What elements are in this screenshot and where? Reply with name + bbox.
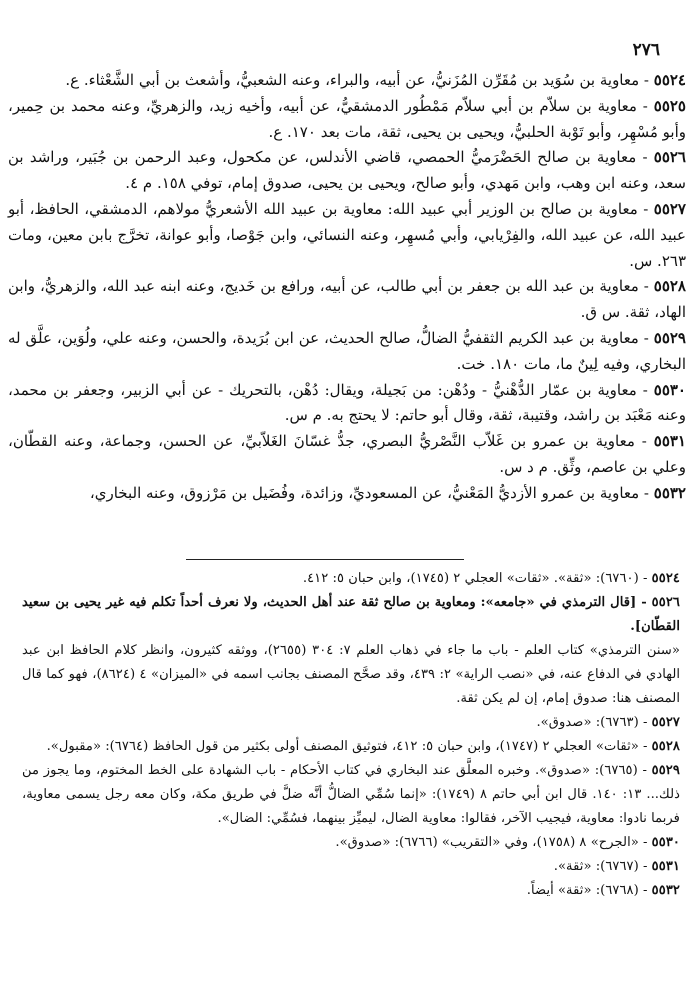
- footnote-text: - (٦٧٦٠): «ثقة». «ثقات» العجلي ٢ (١٧٤٥)، وابن حبان ٥: ٤١٢.: [302, 571, 652, 586]
- footnote-5528: [22, 735, 680, 759]
- footnote-number: ٥٥٢٦: [651, 595, 680, 610]
- entry-number: ٥٥٢٥: [653, 96, 686, 115]
- entry-number: ٥٥٢٧: [653, 199, 686, 218]
- footnote-number: ٥٥٢٩: [651, 763, 680, 778]
- entry-5524: [8, 68, 686, 94]
- footnote-number: ٥٥٢٤: [651, 571, 680, 586]
- entry-text: - معاوية بن صالح الحَضْرَميُّ الحمصي، قاضي الأندلس، عن مكحول، وعبد الرحمن بن جُبَير، وراشد بن سعد، وعنه ابن وهب، وابن مَهدي، وأبو صالح، ويحيى بن يحيى، صدوق إمام، توفي ١٥٨. م ٤.: [8, 148, 686, 193]
- footnote-text: - (٦٧٦٣): «صدوق».: [536, 715, 652, 730]
- footnote-text: - (٦٧٦٨): «ثقة» أيضاً.: [526, 883, 652, 898]
- entry-5531: [8, 429, 686, 481]
- entry-5530: [8, 378, 686, 430]
- page-number: ٢٧٦: [632, 40, 660, 60]
- footnote-number: ٥٥٣١: [651, 859, 680, 874]
- footnote-text: - (٦٧٦٧): «ثقة».: [553, 859, 652, 874]
- entry-5527: [8, 197, 686, 274]
- entry-number: ٥٥٣٢: [653, 483, 686, 502]
- footnote-text: - (٦٧٦٥): «صدوق». وخبره المعلَّق عند البخاري في كتاب الأحكام - باب الشهادة على الخط المختوم، وما يجوز من ذلك... ١٣: ١٤٠. قال ابن أبي حاتم ٨ (١٧٤٩): «إنما سُمِّي الضالُّ أنَّه ضلَّ في طريق مكة، وكان معه رجل يسمى معاوية، فربما نادوا: معاوية، فيجيب الآخر، فقالوا: معاوية الضال، ليميِّز بينهما، فسُمِّي: الضال».: [22, 763, 681, 826]
- entry-number: ٥٥٣٠: [653, 380, 686, 399]
- entry-5525: [8, 94, 686, 146]
- footnotes: [22, 567, 680, 903]
- footnote-5524: [22, 567, 680, 591]
- entry-text: - معاوية بن سُوَيد بن مُقَرِّن المُزَنيُّ، عن أبيه، والبراء، وعنه الشعبيُّ، وأشعث بن أبي الشَّعْثاء. ع.: [65, 71, 654, 89]
- entry-number: ٥٥٢٨: [653, 277, 686, 296]
- entry-5529: [8, 326, 686, 378]
- entry-text: - معاوية بن صالح بن الوزير أبي عبيد الله: معاوية بن عبيد الله الأشعريُّ مولاهم، الدمشقي، الحافظ، أبو عبيد الله، عن عبيد الله، والفِرْيابي، وأبي مُسهِر، وعنه النسائي، وابن جَوْصا، وأبو عوانة، تخرَّج بابن معين، ومات ٢٦٣. س.: [8, 199, 686, 270]
- entry-number: ٥٥٣١: [653, 432, 686, 451]
- footnote-number: ٥٥٣٢: [651, 883, 680, 898]
- footnote-5532: [22, 879, 680, 903]
- main-text: [8, 68, 686, 507]
- entry-text: - معاوية بن عمرو الأزديُّ المَعْنيُّ، عن المسعوديِّ، وزائدة، وفُضَيل بن مَرْزوق، وعنه البخاري،: [89, 483, 654, 502]
- footnote-5526: [22, 591, 680, 639]
- entry-5526: [8, 145, 686, 197]
- footnote-5529: [22, 759, 680, 831]
- entry-number: ٥٥٢٤: [653, 71, 686, 89]
- entry-text: - معاوية بن عمرو بن غَلاّب النَّصْريُّ البصري، جدُّ غسّانَ الغَلاّبيِّ، عن الحسن، وجماعة، وعنه القطّان، وعلي بن عاصم، وثِّق. م د س.: [8, 432, 686, 476]
- footnote-number: ٥٥٣٠: [651, 835, 680, 850]
- footnote-text: - [قال الترمذي في «جامعه»: ومعاوية بن صالح ثقة عند أهل الحديث، ولا نعرف أحداً تكلم فيه غير يحيى بن سعيد القطّان].: [22, 595, 680, 634]
- footnote-divider: [186, 559, 464, 560]
- footnote-text: - «ثقات» العجلي ٢ (١٧٤٧)، وابن حبان ٥: ٤١٢، فتوثيق المصنف أولى بكثير من قول الحافظ (٦٧٦٤): «مقبول».: [46, 739, 652, 754]
- footnote-text: - «الجرح» ٨ (١٧٥٨)، وفي «التقريب» (٦٧٦٦): «صدوق».: [335, 835, 652, 850]
- footnote-5526-continued: [22, 639, 680, 711]
- footnote-5527: [22, 711, 680, 735]
- footnote-number: ٥٥٢٨: [651, 739, 680, 754]
- entry-5528: [8, 274, 686, 326]
- entry-text: - معاوية بن عبد الله بن جعفر بن أبي طالب، عن أبيه، ورافع بن خَديج، وعنه ابنه عبد الله، والزهريُّ، وابن الهاد، ثقة. س ق.: [8, 277, 686, 322]
- entry-text: - معاوية بن سلاّم بن أبي سلاّم مَمْطُور الدمشقيُّ، عن أبيه، وأخيه زيد، والزهريِّ، وعنه محمد بن حِمير، وأبو مُسْهِر، وأبو تَوْبة الحلبيُّ، ويحيى بن يحيى، ثقة، مات بعد ١٧٠. ع.: [8, 96, 686, 141]
- footnote-number: ٥٥٢٧: [651, 715, 680, 730]
- entry-text: - معاوية بن عمّار الدُّهْنيُّ - ودُهْن: من بَجيلة، ويقال: دُهْن، بالتحريك - عن أبي الزبير، وجعفر بن محمد، وعنه مَعْبَد بن راشد، وقتيبة، ثقة، وقال أبو حاتم: لا يحتج به. م س.: [8, 380, 686, 425]
- entry-5532: [8, 481, 686, 507]
- entry-text: - معاوية بن عبد الكريم الثقفيُّ الضالُّ، صالح الحديث، عن ابن بُرَيدة، والحسن، وعنه علي، ولُوَين، علَّق له البخاري، وفيه لِينٌ ما، مات ١٨٠. خت.: [8, 328, 686, 373]
- entry-number: ٥٥٢٦: [653, 148, 686, 167]
- footnote-5530: [22, 831, 680, 855]
- entry-number: ٥٥٢٩: [653, 328, 686, 347]
- footnote-text: «سنن الترمذي» كتاب العلم - باب ما جاء في ذهاب العلم ٧: ٣٠٤ (٢٦٥٥)، ووثقه كثيرون، وانظر كلام الحافظ ابن عبد الهادي في الدفاع عنه، في «نصب الراية» ٢: ٤٣٩، وقد صحَّح المصنف بجانب اسمه في «الميزان» ٤ (٨٦٢٤)، فهو كما قال المصنف هنا: صدوق إمام، إن لم يكن ثقة.: [22, 643, 681, 706]
- footnote-5531: [22, 855, 680, 879]
